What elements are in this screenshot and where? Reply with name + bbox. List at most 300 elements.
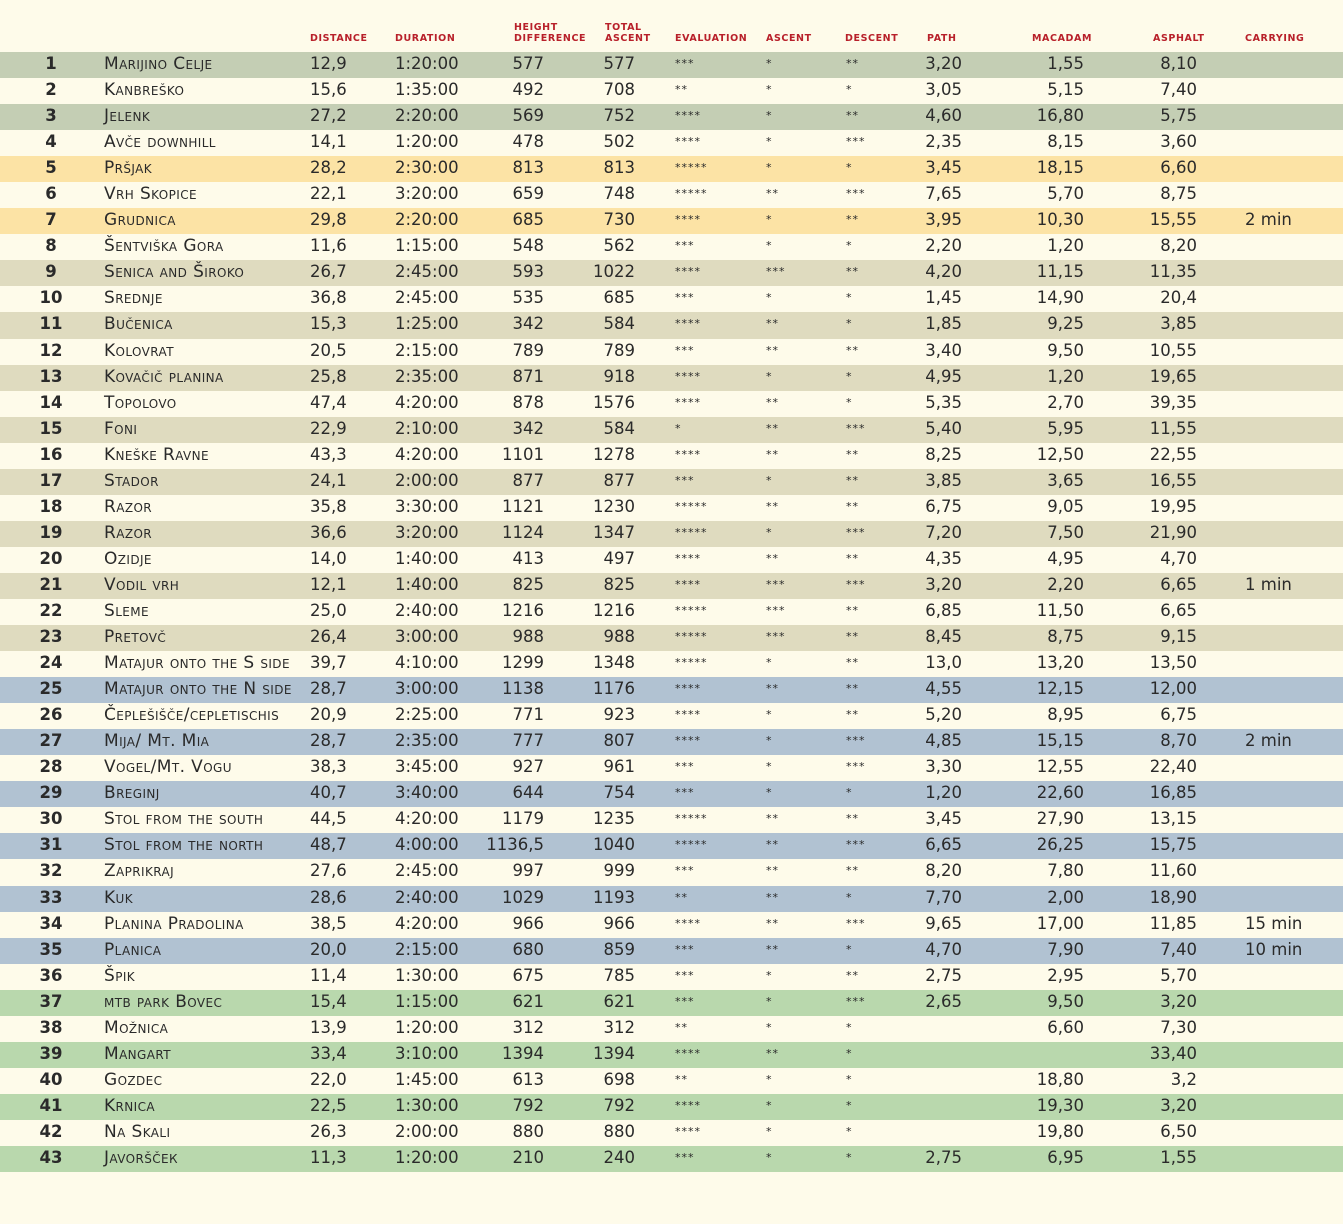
macadam-value: 22,60 <box>1036 783 1084 803</box>
evaluation-stars: **** <box>675 708 701 722</box>
route-name: Foni <box>104 418 138 439</box>
route-number: 42 <box>39 1121 63 1141</box>
distance-value: 39,7 <box>310 653 347 673</box>
total-ascent-value: 859 <box>603 939 635 959</box>
duration-value: 4:00:00 <box>395 835 459 855</box>
route-number: 40 <box>39 1069 63 1089</box>
height-difference-value: 1138 <box>502 679 544 699</box>
ascent-stars: * <box>766 291 773 305</box>
evaluation-stars: **** <box>675 1046 701 1060</box>
route-number: 22 <box>39 600 63 620</box>
evaluation-stars: *** <box>675 57 695 70</box>
path-value: 2,20 <box>925 236 962 256</box>
header-ascent: ASCENT <box>766 33 812 44</box>
macadam-value: 2,20 <box>1047 574 1084 594</box>
asphalt-value: 9,15 <box>1160 627 1197 647</box>
macadam-value: 7,80 <box>1047 861 1084 881</box>
macadam-value: 8,95 <box>1047 705 1084 725</box>
total-ascent-value: 923 <box>603 705 635 725</box>
path-value: 2,75 <box>925 1147 962 1167</box>
path-value: 1,85 <box>925 314 962 334</box>
macadam-value: 13,20 <box>1036 653 1084 673</box>
evaluation-stars: **** <box>675 682 701 696</box>
evaluation-stars: ** <box>675 1020 688 1034</box>
height-difference-value: 1121 <box>502 496 544 516</box>
asphalt-value: 7,40 <box>1160 939 1197 959</box>
table-row <box>0 625 1343 651</box>
duration-value: 2:15:00 <box>395 939 459 959</box>
macadam-value: 2,00 <box>1047 887 1084 907</box>
asphalt-value: 5,70 <box>1160 965 1197 985</box>
route-name: Srednje <box>104 288 163 309</box>
ascent-stars: * <box>766 656 773 670</box>
total-ascent-value: 577 <box>603 54 635 73</box>
height-difference-value: 659 <box>512 184 544 204</box>
duration-value: 2:45:00 <box>395 861 459 881</box>
path-value: 9,65 <box>925 913 962 933</box>
duration-value: 1:25:00 <box>395 314 459 334</box>
total-ascent-value: 1394 <box>593 1043 635 1063</box>
ascent-stars: ** <box>766 395 779 409</box>
ascent-stars: ** <box>766 864 779 878</box>
asphalt-value: 1,55 <box>1160 1147 1197 1167</box>
macadam-value: 16,80 <box>1036 106 1084 126</box>
distance-value: 22,0 <box>310 1069 347 1089</box>
route-number: 12 <box>39 340 63 360</box>
table-row <box>0 443 1343 469</box>
duration-value: 2:25:00 <box>395 705 459 725</box>
path-value: 3,40 <box>925 340 962 360</box>
route-name: Vodil vrh <box>104 574 180 595</box>
duration-value: 1:40:00 <box>395 548 459 568</box>
distance-value: 15,4 <box>310 991 347 1011</box>
total-ascent-value: 754 <box>603 783 635 803</box>
height-difference-value: 1216 <box>502 600 544 620</box>
asphalt-value: 22,55 <box>1149 444 1197 464</box>
distance-value: 28,2 <box>310 158 347 178</box>
duration-value: 3:45:00 <box>395 757 459 777</box>
header-asphalt: ASPHALT <box>1153 33 1205 44</box>
route-number: 16 <box>39 444 63 464</box>
distance-value: 25,8 <box>310 366 347 386</box>
evaluation-stars: **** <box>675 1124 701 1138</box>
route-name: Stol from the north <box>104 835 264 856</box>
route-number: 27 <box>39 731 63 751</box>
total-ascent-value: 966 <box>603 913 635 933</box>
header-height-difference: HEIGHT DIFFERENCE <box>514 22 587 44</box>
distance-value: 24,1 <box>310 470 347 490</box>
evaluation-stars: **** <box>675 317 701 331</box>
table-row <box>0 78 1343 104</box>
table-row <box>0 417 1343 443</box>
carrying-value: 10 min <box>1245 939 1303 959</box>
asphalt-value: 6,65 <box>1160 574 1197 594</box>
route-name: Mija/ Mt. Mia <box>104 731 210 752</box>
ascent-stars: * <box>766 213 773 227</box>
height-difference-value: 878 <box>512 392 544 412</box>
distance-value: 27,2 <box>310 106 347 126</box>
route-number: 6 <box>45 184 57 204</box>
carrying-value: 15 min <box>1245 913 1303 933</box>
table-row <box>0 1120 1343 1146</box>
duration-value: 2:35:00 <box>395 366 459 386</box>
duration-value: 1:20:00 <box>395 54 459 73</box>
ascent-stars: ** <box>766 187 779 201</box>
ascent-stars: ** <box>766 916 779 930</box>
route-name: Matajur onto the S side <box>104 653 290 674</box>
duration-value: 1:20:00 <box>395 1147 459 1167</box>
evaluation-stars: *** <box>675 968 695 982</box>
duration-value: 1:40:00 <box>395 574 459 594</box>
asphalt-value: 11,35 <box>1149 262 1197 282</box>
table-row <box>0 339 1343 365</box>
route-name: Sleme <box>104 600 149 621</box>
height-difference-value: 988 <box>512 627 544 647</box>
route-number: 14 <box>39 392 63 412</box>
route-number: 17 <box>39 470 63 490</box>
header-total-ascent: TOTAL ASCENT <box>605 22 651 44</box>
ascent-stars: ** <box>766 838 779 852</box>
macadam-value: 9,25 <box>1047 314 1084 334</box>
path-value: 3,30 <box>925 757 962 777</box>
duration-value: 2:00:00 <box>395 470 459 490</box>
table-row <box>0 807 1343 833</box>
macadam-value: 5,95 <box>1047 418 1084 438</box>
total-ascent-value: 502 <box>603 132 635 152</box>
ascent-stars: *** <box>766 265 786 279</box>
height-difference-value: 813 <box>512 158 544 178</box>
header-duration: DURATION <box>395 33 456 44</box>
total-ascent-value: 730 <box>603 210 635 230</box>
macadam-value: 6,95 <box>1047 1147 1084 1167</box>
height-difference-value: 492 <box>512 80 544 100</box>
path-value: 3,45 <box>925 158 962 178</box>
route-name: Kolovrat <box>104 340 174 361</box>
total-ascent-value: 1193 <box>593 887 635 907</box>
total-ascent-value: 880 <box>603 1121 635 1141</box>
routes-table <box>0 52 1343 1172</box>
macadam-value: 17,00 <box>1036 913 1084 933</box>
macadam-value: 9,05 <box>1047 496 1084 516</box>
asphalt-value: 20,4 <box>1160 288 1197 308</box>
ascent-stars: * <box>766 994 773 1008</box>
distance-value: 20,5 <box>310 340 347 360</box>
asphalt-value: 8,10 <box>1160 54 1197 73</box>
total-ascent-value: 584 <box>603 418 635 438</box>
route-name: Breginj <box>104 783 160 804</box>
total-ascent-value: 1576 <box>593 392 635 412</box>
duration-value: 2:45:00 <box>395 288 459 308</box>
route-number: 3 <box>45 106 57 126</box>
total-ascent-value: 1040 <box>593 835 635 855</box>
table-row <box>0 234 1343 260</box>
path-value: 5,40 <box>925 418 962 438</box>
descent-stars: ** <box>846 708 859 722</box>
descent-stars: *** <box>846 916 866 930</box>
distance-value: 33,4 <box>310 1043 347 1063</box>
descent-stars: ** <box>846 812 859 826</box>
total-ascent-value: 685 <box>603 288 635 308</box>
route-number: 2 <box>45 80 57 100</box>
macadam-value: 7,90 <box>1047 939 1084 959</box>
descent-stars: *** <box>846 525 866 539</box>
duration-value: 2:20:00 <box>395 106 459 126</box>
height-difference-value: 548 <box>512 236 544 256</box>
route-name: Avče downhill <box>104 132 216 153</box>
route-number: 25 <box>39 679 63 699</box>
table-row <box>0 990 1343 1016</box>
height-difference-value: 1136,5 <box>486 835 544 855</box>
ascent-stars: * <box>766 708 773 722</box>
macadam-value: 8,75 <box>1047 627 1084 647</box>
ascent-stars: * <box>766 109 773 123</box>
route-name: Možnica <box>104 1017 169 1038</box>
distance-value: 15,6 <box>310 80 347 100</box>
path-value: 4,85 <box>925 731 962 751</box>
duration-value: 3:20:00 <box>395 184 459 204</box>
path-value: 3,20 <box>925 574 962 594</box>
route-name: Vrh Skopice <box>104 184 197 205</box>
header-distance: DISTANCE <box>310 33 368 44</box>
distance-value: 11,4 <box>310 965 347 985</box>
duration-value: 1:30:00 <box>395 1095 459 1115</box>
macadam-value: 12,55 <box>1036 757 1084 777</box>
header-evaluation: EVALUATION <box>675 33 748 44</box>
evaluation-stars: ** <box>675 890 688 904</box>
height-difference-value: 535 <box>512 288 544 308</box>
path-value: 5,20 <box>925 705 962 725</box>
total-ascent-value: 698 <box>603 1069 635 1089</box>
macadam-value: 1,20 <box>1047 236 1084 256</box>
asphalt-value: 12,00 <box>1149 679 1197 699</box>
macadam-value: 10,30 <box>1036 210 1084 230</box>
path-value: 8,20 <box>925 861 962 881</box>
asphalt-value: 8,20 <box>1160 236 1197 256</box>
asphalt-value: 11,60 <box>1149 861 1197 881</box>
route-name: Krnica <box>104 1095 155 1116</box>
asphalt-value: 3,20 <box>1160 991 1197 1011</box>
height-difference-value: 1101 <box>502 444 544 464</box>
descent-stars: ** <box>846 551 859 565</box>
macadam-value: 27,90 <box>1036 809 1084 829</box>
total-ascent-value: 785 <box>603 965 635 985</box>
total-ascent-value: 748 <box>603 184 635 204</box>
ascent-stars: * <box>766 760 773 774</box>
height-difference-value: 1124 <box>502 522 544 542</box>
evaluation-stars: ***** <box>675 499 708 513</box>
distance-value: 26,3 <box>310 1121 347 1141</box>
route-name: Razor <box>104 496 153 517</box>
asphalt-value: 3,85 <box>1160 314 1197 334</box>
path-value: 1,45 <box>925 288 962 308</box>
distance-value: 40,7 <box>310 783 347 803</box>
ascent-stars: ** <box>766 1046 779 1060</box>
path-value: 1,20 <box>925 783 962 803</box>
macadam-value: 3,65 <box>1047 470 1084 490</box>
path-value: 7,65 <box>925 184 962 204</box>
evaluation-stars: *** <box>675 786 695 800</box>
route-number: 7 <box>45 210 57 230</box>
carrying-value: 1 min <box>1245 574 1292 594</box>
height-difference-value: 569 <box>512 106 544 126</box>
descent-stars: * <box>846 83 853 97</box>
descent-stars: * <box>846 239 853 253</box>
route-number: 11 <box>39 314 63 334</box>
asphalt-value: 33,40 <box>1149 1043 1197 1063</box>
asphalt-value: 6,65 <box>1160 600 1197 620</box>
descent-stars: ** <box>846 499 859 513</box>
total-ascent-value: 877 <box>603 470 635 490</box>
route-name: Kuk <box>104 887 134 908</box>
path-value <box>900 1094 962 1120</box>
macadam-value: 1,20 <box>1047 366 1084 386</box>
height-difference-value: 771 <box>512 705 544 725</box>
evaluation-stars: ***** <box>675 187 708 201</box>
distance-value: 48,7 <box>310 835 347 855</box>
table-row <box>0 182 1343 208</box>
ascent-stars: * <box>766 1150 773 1164</box>
macadam-value: 12,50 <box>1036 444 1084 464</box>
evaluation-stars: *** <box>675 760 695 774</box>
route-number: 26 <box>39 705 63 725</box>
total-ascent-value: 1216 <box>593 600 635 620</box>
distance-value: 47,4 <box>310 392 347 412</box>
height-difference-value: 413 <box>512 548 544 568</box>
descent-stars: *** <box>846 135 866 149</box>
height-difference-value: 1394 <box>502 1043 544 1063</box>
height-difference-value: 593 <box>512 262 544 282</box>
descent-stars: * <box>846 786 853 800</box>
asphalt-value: 4,70 <box>1160 548 1197 568</box>
route-number: 29 <box>39 783 63 803</box>
ascent-stars: ** <box>766 447 779 461</box>
height-difference-value: 825 <box>512 574 544 594</box>
ascent-stars: * <box>766 83 773 97</box>
header-descent: DESCENT <box>845 33 899 44</box>
route-number: 30 <box>39 809 63 829</box>
distance-value: 13,9 <box>310 1017 347 1037</box>
descent-stars: ** <box>846 656 859 670</box>
distance-value: 14,0 <box>310 548 347 568</box>
ascent-stars: * <box>766 239 773 253</box>
route-name: Grudnica <box>104 210 176 231</box>
descent-stars: ** <box>846 265 859 279</box>
macadam-value: 11,15 <box>1036 262 1084 282</box>
route-name: Stol from the south <box>104 809 264 830</box>
descent-stars: ** <box>846 213 859 227</box>
descent-stars: *** <box>846 577 866 591</box>
evaluation-stars: **** <box>675 916 701 930</box>
height-difference-value: 871 <box>512 366 544 386</box>
table-row <box>0 1146 1343 1172</box>
macadam-value: 11,50 <box>1036 600 1084 620</box>
path-value: 4,95 <box>925 366 962 386</box>
descent-stars: *** <box>846 421 866 435</box>
ascent-stars: * <box>766 525 773 539</box>
carrying-value: 2 min <box>1245 731 1292 751</box>
table-row <box>0 886 1343 912</box>
height-difference-value: 478 <box>512 132 544 152</box>
height-difference-value: 577 <box>512 54 544 73</box>
evaluation-stars: *** <box>675 291 695 305</box>
macadam-value <box>1000 1042 1084 1068</box>
route-number: 33 <box>39 887 63 907</box>
table-row <box>0 521 1343 547</box>
route-name: Marijino Celje <box>104 54 213 74</box>
route-number: 15 <box>39 418 63 438</box>
macadam-value: 4,95 <box>1047 548 1084 568</box>
route-name: Na Skali <box>104 1121 171 1142</box>
distance-value: 20,9 <box>310 705 347 725</box>
table-row <box>0 495 1343 521</box>
ascent-stars: * <box>766 968 773 982</box>
route-name: Vogel/Mt. Vogu <box>104 757 232 778</box>
asphalt-value: 7,30 <box>1160 1017 1197 1037</box>
table-row <box>0 312 1343 338</box>
route-number: 34 <box>39 913 63 933</box>
route-name: Ozidje <box>104 548 152 569</box>
ascent-stars: * <box>766 135 773 149</box>
route-name: mtb park Bovec <box>104 991 223 1012</box>
descent-stars: ** <box>846 109 859 123</box>
path-value: 8,25 <box>925 444 962 464</box>
total-ascent-value: 1348 <box>593 653 635 673</box>
asphalt-value: 6,60 <box>1160 158 1197 178</box>
duration-value: 1:35:00 <box>395 80 459 100</box>
total-ascent-value: 1022 <box>593 262 635 282</box>
table-row <box>0 912 1343 938</box>
ascent-stars: ** <box>766 317 779 331</box>
height-difference-value: 789 <box>512 340 544 360</box>
evaluation-stars: ***** <box>675 525 708 539</box>
route-number: 5 <box>45 158 57 178</box>
route-number: 32 <box>39 861 63 881</box>
route-name: Senica and Široko <box>104 262 245 283</box>
ascent-stars: *** <box>766 630 786 644</box>
asphalt-value: 7,40 <box>1160 80 1197 100</box>
path-value: 3,45 <box>925 809 962 829</box>
evaluation-stars: *** <box>675 239 695 253</box>
distance-value: 43,3 <box>310 444 347 464</box>
route-name: Šentviška Gora <box>104 236 224 257</box>
route-name: Špik <box>104 965 136 986</box>
evaluation-stars: **** <box>675 551 701 565</box>
path-value: 3,85 <box>925 470 962 490</box>
route-number: 8 <box>45 236 57 256</box>
total-ascent-value: 807 <box>603 731 635 751</box>
route-number: 20 <box>39 548 63 568</box>
distance-value: 35,8 <box>310 496 347 516</box>
asphalt-value: 13,50 <box>1149 653 1197 673</box>
height-difference-value: 877 <box>512 470 544 490</box>
height-difference-value: 997 <box>512 861 544 881</box>
total-ascent-value: 918 <box>603 366 635 386</box>
distance-value: 26,4 <box>310 627 347 647</box>
total-ascent-value: 708 <box>603 80 635 100</box>
table-row <box>0 781 1343 807</box>
path-value: 7,70 <box>925 887 962 907</box>
distance-value: 14,1 <box>310 132 347 152</box>
ascent-stars: * <box>766 734 773 748</box>
path-value <box>900 1042 962 1068</box>
ascent-stars: ** <box>766 890 779 904</box>
duration-value: 3:30:00 <box>395 496 459 516</box>
descent-stars: * <box>846 1150 853 1164</box>
descent-stars: *** <box>846 838 866 852</box>
descent-stars: ** <box>846 343 859 357</box>
duration-value: 2:15:00 <box>395 340 459 360</box>
ascent-stars: * <box>766 1072 773 1086</box>
